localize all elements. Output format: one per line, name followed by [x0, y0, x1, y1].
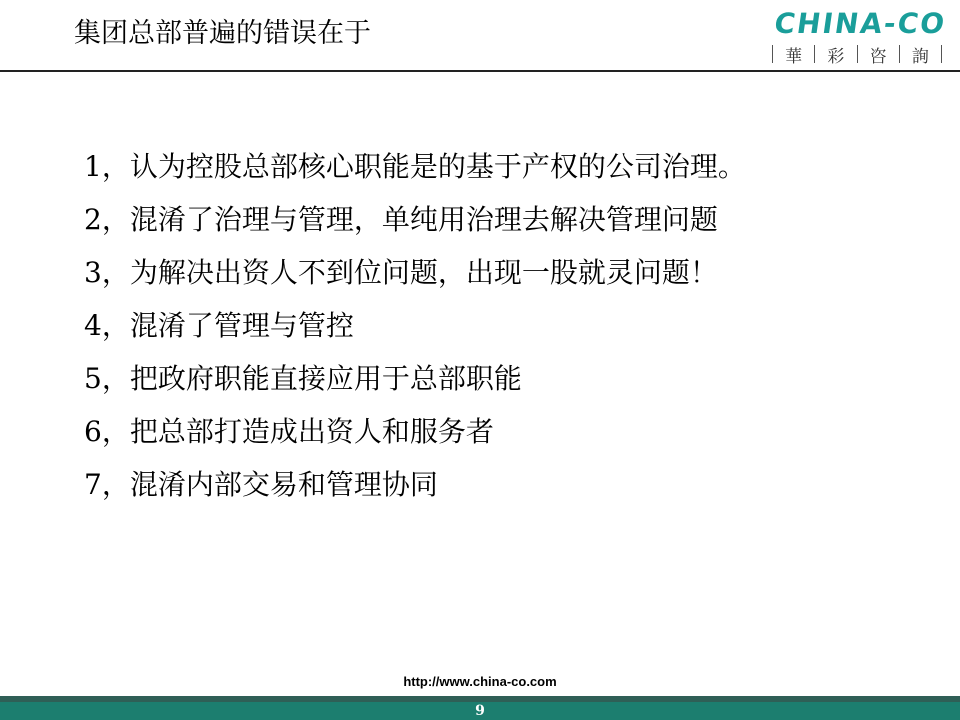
logo-separator	[772, 45, 773, 63]
logo-separator	[814, 45, 815, 63]
list-item: 3，为解决出资人不到位问题，出现一股就灵问题！	[84, 256, 718, 289]
logo-separator	[941, 45, 942, 63]
logo-char: 詢	[911, 46, 929, 67]
logo-char: 華	[785, 46, 803, 67]
list-item: 4，混淆了管理与管控	[84, 309, 354, 342]
list-item: 7，混淆内部交易和管理协同	[84, 468, 438, 501]
logo-char: 咨	[869, 46, 887, 67]
list-item: 1，认为控股总部核心职能是的基于产权的公司治理。	[84, 150, 746, 183]
list-item: 6，把总部打造成出资人和服务者	[84, 415, 494, 448]
footer-url: http://www.china-co.com	[403, 674, 557, 689]
error-list	[84, 140, 746, 511]
slide-title: 集团总部普遍的错误在于	[74, 18, 371, 49]
page-number: 9	[475, 703, 485, 719]
china-co-logo	[766, 7, 949, 68]
header-divider	[0, 70, 960, 72]
logo-separator	[899, 45, 900, 63]
list-item: 2，混淆了治理与管理，单纯用治理去解决管理问题	[84, 203, 718, 236]
logo-char: 彩	[827, 46, 845, 67]
logo-wordmark: CHINA-CO	[772, 7, 949, 40]
logo-subtitle	[772, 42, 942, 66]
logo-separator	[857, 45, 858, 63]
list-item: 5，把政府职能直接应用于总部职能	[84, 362, 522, 395]
